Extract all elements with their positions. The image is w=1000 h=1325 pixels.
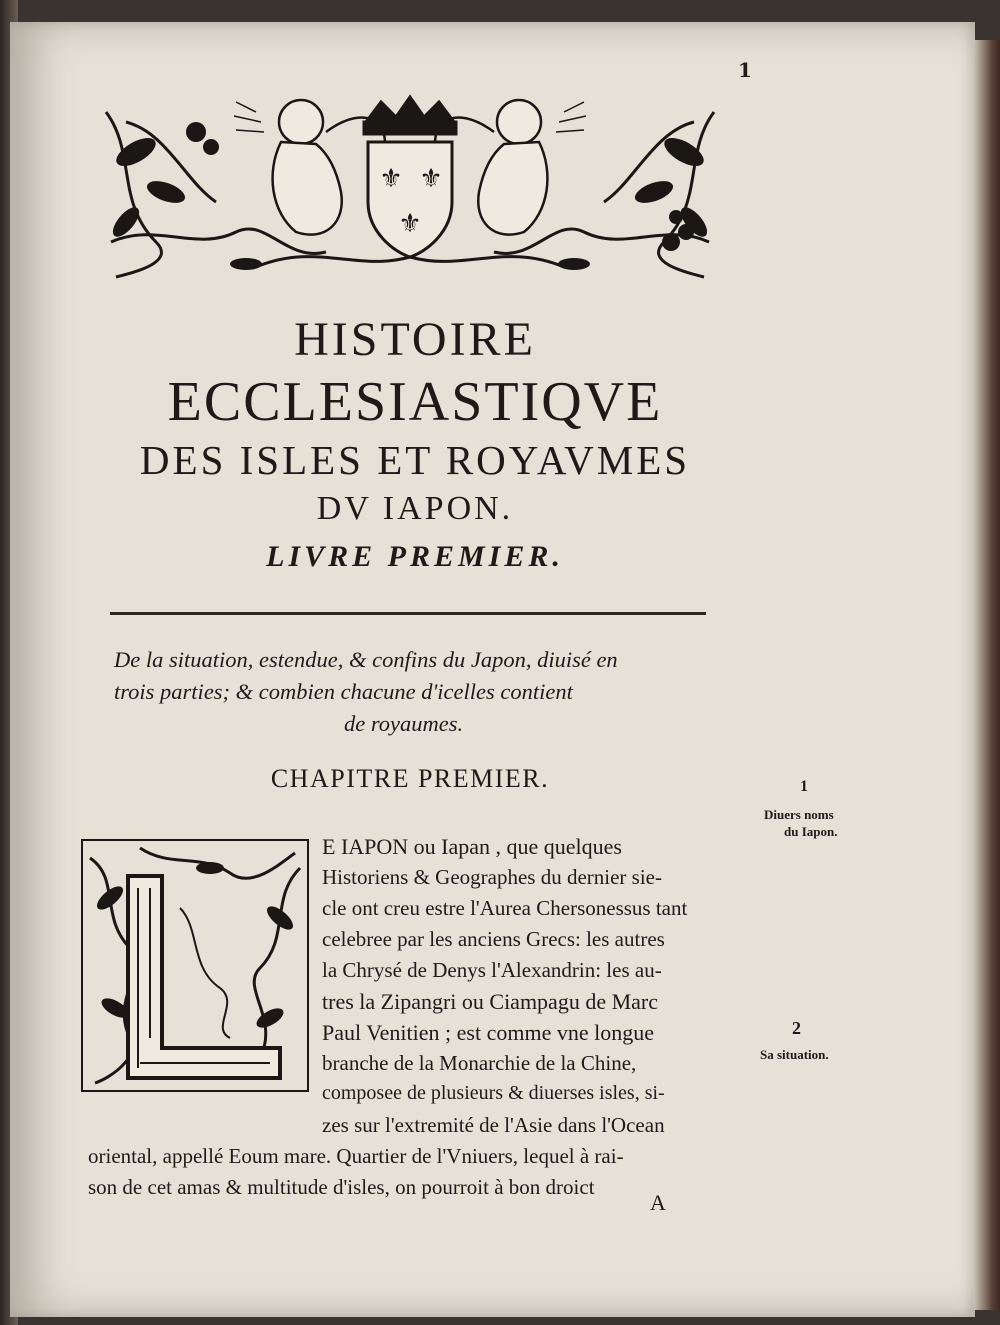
signature-mark: A bbox=[650, 1190, 666, 1215]
body-line: Historiens & Geographes du dernier sie- bbox=[322, 865, 662, 889]
body-line: zes sur l'extremité de l'Asie dans l'Ocean bbox=[322, 1113, 665, 1137]
body-line: son de cet amas & multitude d'isles, on pourroit à bon droict bbox=[88, 1175, 595, 1199]
body-line: celebree par les anciens Grecs: les autres bbox=[322, 927, 665, 951]
summary-line: trois parties; & combien chacune d'icelles contient bbox=[114, 679, 573, 704]
summary-line: De la situation, estendue, & confins du Japon, diuisé en bbox=[114, 647, 618, 672]
margin-note-number: 1 bbox=[800, 778, 808, 795]
body-line: Paul Venitien ; est comme vne longue bbox=[322, 1020, 654, 1045]
body-line: oriental, appellé Eoum mare. Quartier de l'Vniuers, lequel à rai- bbox=[88, 1144, 624, 1168]
body-line: tres la Zipangri ou Ciampagu de Marc bbox=[322, 989, 659, 1014]
title-line-3: DES ISLES ET ROYAVMES bbox=[139, 437, 691, 483]
margin-note-line: Diuers noms bbox=[764, 807, 834, 822]
summary-line: de royaumes. bbox=[344, 711, 464, 736]
body-line: la Chrysé de Denys l'Alexandrin: les au- bbox=[322, 958, 662, 982]
title-line-1: HISTOIRE bbox=[294, 313, 536, 366]
margin-note-line: du Iapon. bbox=[784, 824, 838, 839]
svg-text:⚜: ⚜ bbox=[419, 164, 443, 194]
body-line: branche de la Monarchie de la Chine, bbox=[322, 1051, 637, 1075]
title-line-2: ECCLESIASTIQVE bbox=[167, 371, 663, 433]
margin-note-number: 2 bbox=[792, 1018, 801, 1038]
margin-note bbox=[764, 806, 837, 840]
svg-text:⚜: ⚜ bbox=[379, 164, 403, 194]
chapter-heading: CHAPITRE PREMIER. bbox=[270, 764, 550, 793]
body-line: cle ont creu estre l'Aurea Chersonessus tant bbox=[322, 896, 688, 920]
margin-note-line: Sa situation. bbox=[760, 1047, 829, 1062]
body-line: E IAPON ou Iapan , que quelques bbox=[322, 834, 622, 859]
title-line-4: DV IAPON. bbox=[316, 490, 514, 527]
page-number: 1 bbox=[738, 58, 752, 82]
svg-text:⚜: ⚜ bbox=[398, 209, 422, 239]
body-line: composee de plusieurs & diuerses isles, si- bbox=[322, 1082, 665, 1104]
margin-note bbox=[760, 1046, 829, 1063]
book-heading: LIVRE PREMIER. bbox=[266, 540, 564, 573]
